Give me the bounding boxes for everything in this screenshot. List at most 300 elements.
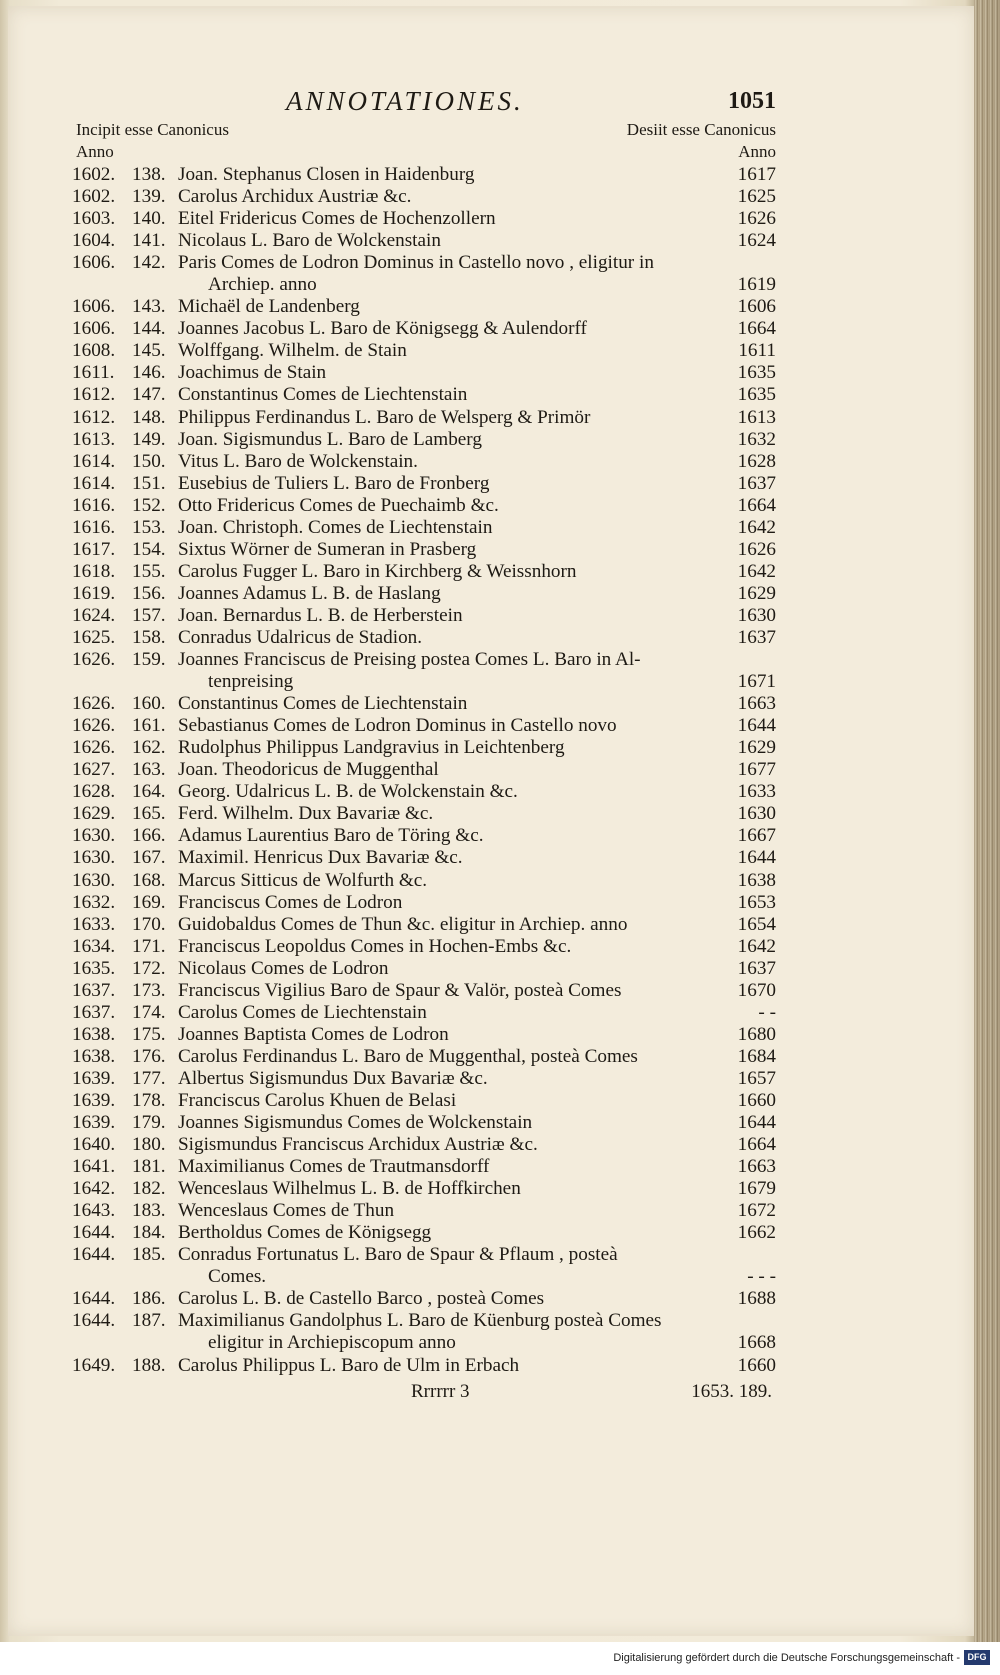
entry-line (72, 1288, 776, 1310)
entry-number: 166. (132, 825, 166, 847)
entry-line (72, 318, 776, 340)
dfg-logo: DFG (964, 1650, 990, 1665)
entry-name: Carolus Fugger L. Baro in Kirchberg & Weissnhorn (178, 560, 577, 582)
entry-line (72, 781, 776, 803)
entry-row (72, 935, 776, 958)
entry-row (72, 1178, 776, 1200)
entry-name: Joan. Christoph. Comes de Liechtenstain (178, 516, 493, 538)
entry-name: Joan. Bernardus L. B. de Herberstein (178, 604, 463, 626)
entry-name: Carolus Philippus L. Baro de Ulm in Erbach (178, 1354, 520, 1376)
column-subheader-row (76, 142, 776, 164)
entry-end-year: 1672 (737, 1200, 776, 1222)
entry-line (72, 252, 776, 274)
entry-row (72, 1222, 776, 1244)
entry-number: 181. (132, 1156, 166, 1178)
entry-name: Philippus Ferdinandus L. Baro de Welsperg & Primör (178, 406, 591, 428)
entry-number: 173. (132, 979, 166, 1001)
entry-row (72, 340, 776, 362)
entry-end-year: 1635 (737, 362, 776, 384)
entry-continuation-line (76, 671, 776, 693)
column-header-left: Incipit esse Canonicus (76, 120, 229, 139)
entry-row (72, 1310, 776, 1354)
entry-number: 161. (132, 715, 166, 737)
entry-end-year: 1642 (737, 516, 776, 538)
entry-start-year: 1606. (72, 252, 116, 274)
entry-number: 156. (132, 582, 166, 604)
entry-start-year: 1626. (72, 693, 116, 715)
column-header-row (76, 120, 776, 142)
entry-name: Joannes Franciscus de Preising postea Comes L. Baro in Al- (178, 649, 641, 671)
entry-row (72, 1023, 776, 1046)
entry-start-year: 1639. (72, 1112, 116, 1134)
canon-list (72, 164, 776, 1377)
entry-line (72, 1244, 776, 1266)
entry-start-year: 1644. (72, 1288, 116, 1310)
entry-number: 149. (132, 428, 166, 450)
entry-line (72, 1134, 776, 1156)
entry-name: Nicolaus Comes de Lodron (178, 957, 389, 979)
entry-number: 147. (132, 384, 166, 406)
entry-line (72, 957, 776, 980)
credit-bar (0, 1642, 1000, 1675)
entry-end-year: 1670 (737, 979, 776, 1001)
entry-end-year: 1688 (737, 1288, 776, 1310)
entry-start-year: 1639. (72, 1089, 116, 1111)
entry-number: 170. (132, 913, 166, 935)
entry-number: 180. (132, 1134, 166, 1156)
entry-row (72, 186, 776, 208)
entry-row (72, 759, 776, 781)
entry-line (72, 825, 776, 847)
entry-start-year: 1619. (72, 582, 116, 604)
catchword: 1653. 189. (691, 1380, 772, 1402)
entry-row (72, 847, 776, 869)
entry-end-year: 1617 (737, 164, 776, 185)
entry-number: 182. (132, 1178, 166, 1200)
entry-name: Maximilianus Comes de Trautmansdorff (178, 1156, 490, 1178)
entry-name: Sigismundus Franciscus Archidux Austriæ &c. (178, 1134, 538, 1156)
entry-name: Joan. Theodoricus de Muggenthal (178, 759, 439, 781)
entry-row (72, 1067, 776, 1090)
entry-end-year: 1633 (737, 781, 776, 803)
entry-end-year: 1637 (737, 472, 776, 494)
entry-end-year: 1630 (737, 803, 776, 825)
entry-row (72, 1156, 776, 1178)
entry-line (72, 847, 776, 869)
entry-row (72, 164, 776, 186)
entry-start-year: 1630. (72, 825, 116, 847)
entry-name: Ferd. Wilhelm. Dux Bavariæ &c. (178, 803, 434, 825)
entry-name: Sixtus Wörner de Sumeran in Prasberg (178, 538, 477, 560)
entry-number: 177. (132, 1067, 166, 1089)
entry-number: 142. (132, 252, 166, 274)
entry-start-year: 1612. (72, 406, 116, 428)
entry-row (72, 604, 776, 627)
entry-start-year: 1614. (72, 472, 116, 494)
entry-end-year: 1660 (737, 1354, 776, 1376)
entry-line (72, 340, 776, 362)
entry-name: Wolffgang. Wilhelm. de Stain (178, 340, 407, 362)
entry-number: 146. (132, 362, 166, 384)
entry-line (72, 1001, 776, 1024)
entry-number: 155. (132, 560, 166, 582)
entry-name: Wenceslaus Comes de Thun (178, 1200, 395, 1222)
entry-end-year: 1684 (737, 1045, 776, 1067)
entry-continuation-line (76, 1332, 776, 1354)
entry-number: 148. (132, 406, 166, 428)
entry-line (72, 494, 776, 517)
entry-row (72, 318, 776, 340)
entry-row (72, 516, 776, 539)
entry-number: 184. (132, 1222, 166, 1244)
entry-end-year: 1606 (737, 296, 776, 318)
entry-line (72, 560, 776, 583)
entry-end-year: 1660 (737, 1089, 776, 1111)
entry-end-year: 1668 (737, 1332, 776, 1354)
entry-end-year: 1662 (737, 1222, 776, 1244)
entry-number: 167. (132, 847, 166, 869)
entry-start-year: 1624. (72, 604, 116, 626)
entry-number: 151. (132, 472, 166, 494)
entry-line (72, 1089, 776, 1112)
entry-end-year: 1664 (737, 1134, 776, 1156)
entry-line (72, 1178, 776, 1200)
entry-end-year: - - (758, 1001, 776, 1023)
entry-row (72, 538, 776, 561)
entry-row (72, 913, 776, 936)
entry-row (72, 384, 776, 406)
entry-name: Guidobaldus Comes de Thun &c. eligitur in Archiep. anno (178, 913, 628, 935)
entry-number: 150. (132, 450, 166, 472)
entry-line (72, 450, 776, 473)
entry-end-year: 1619 (737, 274, 776, 296)
entry-end-year: 1664 (737, 494, 776, 516)
entry-row (72, 649, 776, 693)
entry-name: Eitel Fridericus Comes de Hochenzollern (178, 208, 496, 230)
entry-number: 159. (132, 649, 166, 671)
entry-name: Joannes Jacobus L. Baro de Königsegg & Aulendorff (178, 318, 587, 340)
entry-start-year: 1643. (72, 1200, 116, 1222)
entry-end-year: 1653 (737, 891, 776, 913)
entry-name: Franciscus Carolus Khuen de Belasi (178, 1089, 457, 1111)
entry-row (72, 803, 776, 825)
entry-line (72, 538, 776, 561)
entry-line (72, 869, 776, 892)
entry-start-year: 1617. (72, 538, 116, 560)
column-subheader-right: Anno (738, 142, 776, 161)
entry-row (72, 296, 776, 318)
entry-row (72, 208, 776, 230)
entry-name: Carolus Archidux Austriæ &c. (178, 186, 412, 208)
entry-number: 183. (132, 1200, 166, 1222)
entry-row (72, 693, 776, 715)
entry-start-year: 1639. (72, 1067, 116, 1089)
entry-end-year: 1677 (737, 759, 776, 781)
entry-number: 164. (132, 781, 166, 803)
entry-line (72, 1310, 776, 1332)
entry-row (72, 1112, 776, 1134)
entry-name: Joannes Adamus L. B. de Haslang (178, 582, 441, 604)
entry-end-year: 1635 (737, 384, 776, 406)
column-subheader-left: Anno (76, 142, 114, 161)
entry-line (72, 693, 776, 715)
entry-name: Joan. Sigismundus L. Baro de Lamberg (178, 428, 482, 450)
entry-row (72, 781, 776, 803)
entry-continuation: Comes. (208, 1266, 267, 1288)
entry-number: 153. (132, 516, 166, 538)
entry-start-year: 1632. (72, 891, 116, 913)
signature-mark: Rrrrrr 3 (411, 1380, 470, 1402)
entry-line (72, 803, 776, 825)
page-footer (76, 1381, 776, 1407)
entry-row (72, 472, 776, 495)
entry-number: 175. (132, 1023, 166, 1045)
credit-text: Digitalisierung gefördert durch die Deutsche Forschungsgemeinschaft - (613, 1652, 960, 1664)
entry-start-year: 1634. (72, 935, 116, 957)
entry-end-year: 1628 (737, 450, 776, 472)
entry-number: 141. (132, 230, 166, 252)
entry-end-year: 1663 (737, 693, 776, 715)
entry-row (72, 1244, 776, 1288)
entry-number: 169. (132, 891, 166, 913)
entry-start-year: 1633. (72, 913, 116, 935)
entry-start-year: 1644. (72, 1222, 116, 1244)
entry-row (72, 1134, 776, 1156)
entry-start-year: 1603. (72, 208, 116, 230)
entry-number: 187. (132, 1310, 166, 1332)
entry-number: 185. (132, 1244, 166, 1266)
entry-continuation: Archiep. anno (208, 274, 317, 296)
entry-line (72, 406, 776, 429)
entry-row (72, 1200, 776, 1222)
entry-name: Nicolaus L. Baro de Wolckenstain (178, 230, 441, 252)
entry-row (72, 869, 776, 892)
entry-number: 174. (132, 1001, 166, 1023)
entry-number: 171. (132, 935, 166, 957)
entry-row (72, 230, 776, 252)
entry-end-year: 1663 (737, 1156, 776, 1178)
entry-number: 176. (132, 1045, 166, 1067)
entry-start-year: 1625. (72, 626, 116, 648)
entry-end-year: 1624 (737, 230, 776, 252)
entry-row (72, 1001, 776, 1024)
entry-name: Franciscus Comes de Lodron (178, 891, 403, 913)
entry-name: Joannes Sigismundus Comes de Wolckenstain (178, 1112, 533, 1134)
entry-line (72, 384, 776, 406)
entry-continuation-line (76, 1266, 776, 1288)
entry-row (72, 715, 776, 737)
entry-end-year: 1613 (737, 406, 776, 428)
entry-row (72, 1354, 776, 1377)
entry-row (72, 1089, 776, 1112)
entry-number: 139. (132, 186, 166, 208)
entry-end-year: 1629 (737, 737, 776, 759)
entry-name: Franciscus Vigilius Baro de Spaur & Valör, posteà Comes (178, 979, 622, 1001)
entry-start-year: 1630. (72, 847, 116, 869)
entry-name: Joan. Stephanus Closen in Haidenburg (178, 164, 475, 185)
entry-row (72, 626, 776, 649)
entry-line (72, 715, 776, 737)
entry-end-year: 1637 (737, 957, 776, 979)
entry-continuation: tenpreising (208, 671, 294, 693)
entry-name: Constantinus Comes de Liechtenstain (178, 384, 468, 406)
entry-row (72, 428, 776, 451)
entry-row (72, 957, 776, 980)
entry-end-year: 1626 (737, 208, 776, 230)
entry-name: Carolus Comes de Liechtenstain (178, 1001, 427, 1023)
entry-end-year: 1644 (737, 1112, 776, 1134)
entry-start-year: 1627. (72, 759, 116, 781)
entry-end-year: 1644 (737, 715, 776, 737)
entry-end-year: 1680 (737, 1023, 776, 1045)
entry-line (72, 626, 776, 649)
entry-name: Albertus Sigismundus Dux Bavariæ &c. (178, 1067, 488, 1089)
entry-continuation-line (76, 274, 776, 296)
entry-end-year: 1667 (737, 825, 776, 847)
entry-number: 186. (132, 1288, 166, 1310)
entry-start-year: 1637. (72, 979, 116, 1001)
entry-start-year: 1642. (72, 1178, 116, 1200)
entry-row (72, 737, 776, 759)
entry-end-year: 1611 (738, 340, 776, 362)
entry-number: 178. (132, 1089, 166, 1111)
entry-line (72, 296, 776, 318)
entry-number: 154. (132, 538, 166, 560)
entry-number: 160. (132, 693, 166, 715)
entry-line (72, 1156, 776, 1178)
entry-start-year: 1613. (72, 428, 116, 450)
entry-line (72, 979, 776, 1002)
entry-line (72, 516, 776, 539)
entry-line (72, 1200, 776, 1222)
running-head (76, 86, 776, 120)
entry-row (72, 1288, 776, 1310)
entry-start-year: 1608. (72, 340, 116, 362)
entry-row (72, 252, 776, 296)
entry-line (72, 1112, 776, 1134)
entry-name: Bertholdus Comes de Königsegg (178, 1222, 432, 1244)
entry-name: Conradus Fortunatus L. Baro de Spaur & Pflaum , posteà (178, 1244, 618, 1266)
entry-end-year: 1629 (737, 582, 776, 604)
entry-number: 152. (132, 494, 166, 516)
entry-line (72, 759, 776, 781)
entry-number: 158. (132, 626, 166, 648)
page-number: 1051 (728, 88, 776, 114)
entry-number: 179. (132, 1112, 166, 1134)
entry-row (72, 825, 776, 847)
entry-row (72, 582, 776, 605)
entry-start-year: 1602. (72, 186, 116, 208)
page-text (72, 86, 776, 1407)
entry-line (72, 208, 776, 230)
entry-end-year: - - - (747, 1266, 776, 1288)
entry-row (72, 362, 776, 384)
entry-name: Georg. Udalricus L. B. de Wolckenstain &c. (178, 781, 518, 803)
entry-end-year: 1644 (737, 847, 776, 869)
entry-start-year: 1604. (72, 230, 116, 252)
entry-number: 165. (132, 803, 166, 825)
page-edges (974, 0, 1000, 1642)
entry-name: Otto Fridericus Comes de Puechaimb &c. (178, 494, 499, 516)
entry-continuation: eligitur in Archiepiscopum anno (208, 1332, 456, 1354)
column-header-right: Desiit esse Canonicus (626, 120, 776, 139)
entry-row (72, 560, 776, 583)
entry-end-year: 1654 (737, 913, 776, 935)
entry-end-year: 1626 (737, 538, 776, 560)
entry-start-year: 1629. (72, 803, 116, 825)
entry-row (72, 891, 776, 914)
entry-line (72, 604, 776, 627)
entry-name: Joannes Baptista Comes de Lodron (178, 1023, 449, 1045)
entry-end-year: 1642 (737, 560, 776, 582)
entry-name: Vitus L. Baro de Wolckenstain. (178, 450, 418, 472)
entry-name: Paris Comes de Lodron Dominus in Castello novo , eligitur in (178, 252, 654, 274)
entry-name: Joachimus de Stain (178, 362, 327, 384)
running-title: ANNOTATIONES. (286, 86, 524, 116)
entry-name: Constantinus Comes de Liechtenstain (178, 693, 468, 715)
entry-row (72, 1045, 776, 1068)
entry-number: 163. (132, 759, 166, 781)
entry-line (72, 1354, 776, 1377)
entry-number: 140. (132, 208, 166, 230)
entry-line (72, 428, 776, 451)
entry-name: Marcus Sitticus de Wolfurth &c. (178, 869, 428, 891)
entry-end-year: 1664 (737, 318, 776, 340)
entry-row (72, 450, 776, 473)
entry-start-year: 1638. (72, 1045, 116, 1067)
entry-line (72, 186, 776, 208)
entry-number: 143. (132, 296, 166, 318)
entry-line (72, 891, 776, 914)
entry-start-year: 1640. (72, 1134, 116, 1156)
entry-start-year: 1606. (72, 296, 116, 318)
entry-name: Michaël de Landenberg (178, 296, 360, 318)
entry-line (72, 649, 776, 671)
entry-start-year: 1630. (72, 869, 116, 891)
entry-number: 172. (132, 957, 166, 979)
entry-start-year: 1618. (72, 560, 116, 582)
entry-name: Wenceslaus Wilhelmus L. B. de Hoffkirchen (178, 1178, 521, 1200)
entry-number: 144. (132, 318, 166, 340)
entry-end-year: 1630 (737, 604, 776, 626)
entry-row (72, 406, 776, 429)
entry-end-year: 1625 (737, 186, 776, 208)
entry-line (72, 1045, 776, 1068)
entry-name: Sebastianus Comes de Lodron Dominus in Castello novo (178, 715, 617, 737)
entry-line (72, 1023, 776, 1046)
entry-start-year: 1602. (72, 164, 116, 185)
entry-name: Carolus Ferdinandus L. Baro de Muggenthal, posteà Comes (178, 1045, 638, 1067)
entry-name: Carolus L. B. de Castello Barco , posteà Comes (178, 1288, 545, 1310)
entry-name: Conradus Udalricus de Stadion. (178, 626, 423, 648)
entry-start-year: 1628. (72, 781, 116, 803)
entry-line (72, 935, 776, 958)
entry-end-year: 1637 (737, 626, 776, 648)
entry-line (72, 362, 776, 384)
entry-name: Rudolphus Philippus Landgravius in Leichtenberg (178, 737, 565, 759)
entry-start-year: 1644. (72, 1244, 116, 1266)
entry-start-year: 1638. (72, 1023, 116, 1045)
entry-name: Maximilianus Gandolphus L. Baro de Küenburg posteà Comes (178, 1310, 662, 1332)
entry-start-year: 1611. (72, 362, 115, 384)
entry-line (72, 1222, 776, 1244)
entry-start-year: 1612. (72, 384, 116, 406)
entry-end-year: 1671 (737, 671, 776, 693)
entry-start-year: 1635. (72, 957, 116, 979)
entry-number: 162. (132, 737, 166, 759)
entry-line (72, 913, 776, 936)
entry-start-year: 1616. (72, 516, 116, 538)
